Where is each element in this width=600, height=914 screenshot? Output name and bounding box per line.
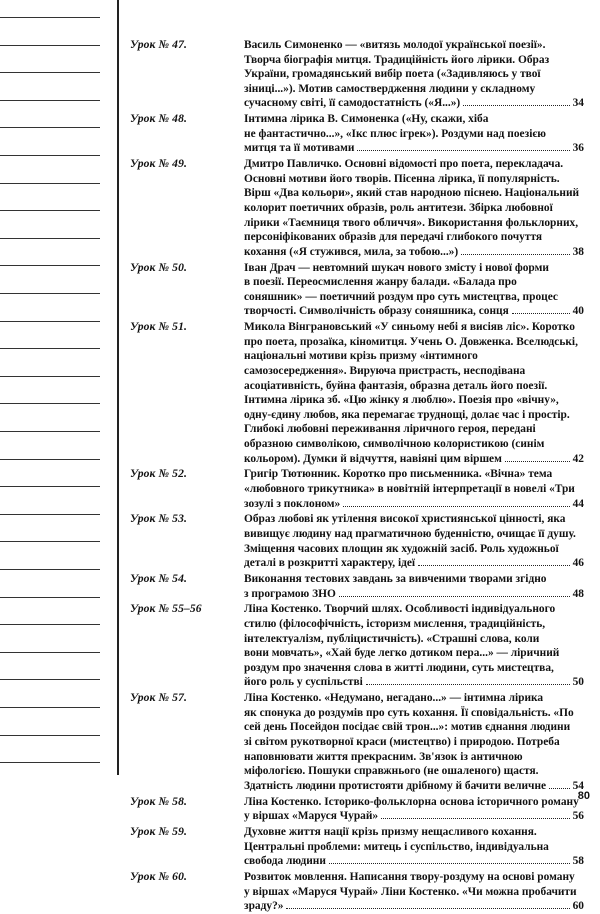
description-line: Григір Тютюнник. Коротко про письменника. «Вічна» тема [244, 468, 553, 481]
description-line: Розвиток мовлення. Написання твору-роздуму на основі роману [244, 871, 575, 883]
margin-rule [0, 17, 100, 18]
description-line: Іван Драч — невтомний шукач нового змісту і нової форми [244, 261, 549, 274]
lesson-number: Урок № 55–56 [130, 602, 202, 616]
description-line [244, 141, 584, 156]
margin-rule [0, 569, 100, 570]
description-line [244, 899, 584, 914]
description-line: наповнювати життя прекрасним. Зв'язок із античною [244, 750, 523, 763]
description-line: зіниці...»). Мотив самоствердження людини у складному [244, 82, 536, 95]
description-line [244, 809, 584, 824]
dot-leader [463, 105, 569, 106]
lesson-description [244, 512, 584, 570]
margin-rule [0, 459, 100, 460]
lesson-description [244, 157, 584, 259]
lesson-description [244, 467, 584, 511]
lesson-number: Урок № 53. [130, 512, 187, 526]
description-line-text: митця та її мотивами [244, 142, 355, 155]
margin-rule [0, 679, 100, 680]
page-reference: 54 [572, 779, 584, 792]
page-reference: 46 [572, 557, 584, 570]
description-line: зі світом рукотворної краси (мистецтво) і природою. Потреба [244, 735, 560, 748]
page-reference: 38 [572, 245, 584, 258]
description-line-text: кохання («Я стужився, мила, за тобою...») [244, 245, 459, 258]
margin-divider [117, 0, 119, 775]
lesson-number: Урок № 48. [130, 112, 187, 126]
description-line: лірики «Таємниця твого обличчя». Використання фольклорних, [244, 216, 579, 229]
description-line: не фантастично...», «Ікс плюс ігрек»). Роздуми над поезією [244, 127, 546, 140]
description-line-text: кольором). Думки й відчуття, навіяні цим віршем [244, 452, 502, 465]
lesson-number: Урок № 50. [130, 260, 187, 274]
margin-rule [0, 707, 100, 708]
margin-rule [0, 238, 100, 239]
description-line-text: його роль у суспільстві [244, 676, 363, 689]
description-line: персоніфікованих образів для передачі глибокого почуття [244, 231, 543, 244]
margin-rule [0, 155, 100, 156]
margin-rule [0, 486, 100, 487]
description-line: Основні мотиви його творів. Пісенна лірика, її популярність. [244, 172, 560, 185]
dot-leader [512, 313, 570, 314]
dot-leader [339, 596, 570, 597]
margin-rule [0, 735, 100, 736]
lesson-number: Урок № 60. [130, 870, 187, 883]
dot-leader [549, 788, 570, 789]
description-line-text: свобода людини [244, 855, 326, 868]
margin-rule [0, 45, 100, 46]
dot-leader [505, 461, 570, 462]
lesson-description [244, 38, 584, 111]
dot-leader [418, 565, 570, 566]
description-line: сей день Посейдон посідає свій трон...»: мотив єднання людини [244, 721, 571, 734]
description-line: Образ любові як утілення високої християнської цінності, яка [244, 513, 566, 526]
description-line-text: з програмою ЗНО [244, 587, 336, 600]
page-reference: 50 [572, 676, 584, 689]
description-line [244, 675, 584, 690]
margin-rule [0, 541, 100, 542]
description-line [244, 497, 584, 512]
description-line [244, 854, 584, 869]
lesson-number: Урок № 54. [130, 572, 187, 585]
lesson-number: Урок № 51. [130, 320, 187, 334]
description-line-text: творчості. Символічність образу соняшника, сонця [244, 305, 509, 318]
description-line [244, 245, 584, 260]
description-line-text: деталі в розкритті характеру, ідеї [244, 557, 416, 570]
lesson-description [244, 112, 584, 156]
description-line: Вірш «Два кольори», який став народною піснею. Національний [244, 187, 580, 200]
description-line: у віршах «Маруся Чурай» Ліни Костенко. «Чи можна пробачити [244, 885, 577, 898]
description-line [244, 779, 584, 794]
lesson-description [244, 572, 584, 601]
description-line-text: сучасному світі, її самодостатність («Я...») [244, 97, 461, 110]
page-reference: 56 [572, 810, 584, 823]
description-line [244, 96, 584, 111]
page-reference: 48 [572, 587, 584, 600]
margin-rule [0, 183, 100, 184]
description-line: Духовне життя нації крізь призму нещасливого кохання. [244, 826, 537, 838]
description-line: України, громадянський вибір поета («Задивляюсь у твої [244, 68, 541, 81]
description-line: Інтимна лірика В. Симоненка («Ну, скажи, хіба [244, 113, 489, 126]
description-line: одну-єдину любов, яка перемагає труднощі, долає час і простір. [244, 408, 570, 421]
lesson-number: Урок № 49. [130, 157, 187, 171]
margin-rule [0, 514, 100, 515]
margin-rule [0, 597, 100, 598]
lesson-description [244, 870, 584, 914]
dot-leader [461, 254, 569, 255]
description-line [244, 556, 584, 571]
description-line: асоціативність, буйна фантазія, образна деталь його поезії. [244, 379, 548, 392]
description-line: Виконання тестових завдань за вивченими творами згідно [244, 573, 547, 585]
margin-rule [0, 265, 100, 266]
description-line: Зміщення часових площин як художній засіб. Роль художньої [244, 542, 559, 555]
description-line: Микола Вінграновський «У синьому небі я висіяв ліс». Коротко [244, 321, 575, 334]
lesson-number: Урок № 58. [130, 794, 187, 808]
page-reference: 44 [572, 497, 584, 510]
page-reference: 36 [572, 142, 584, 155]
description-line: роздум про значення слова в житті людини, суть мистецтва, [244, 661, 554, 674]
margin-rule [0, 210, 100, 211]
margin-rule [0, 652, 100, 653]
description-line: як спонука до роздумів про суть кохання. Її сповідальність. «По [244, 706, 574, 719]
dot-leader [286, 908, 569, 909]
description-line: самозосередження». Вируюча пристрасть, несподівана [244, 364, 526, 377]
description-line: Центральні проблеми: митець і суспільство, індивідуальна [244, 840, 549, 853]
description-line: Інтимна лірика зб. «Цю жінку я люблю». Поезія про «вічну», [244, 394, 559, 407]
description-line: стилю (філософічність, історизм мислення, традиційність, [244, 617, 546, 630]
page-number: 80 [577, 790, 590, 802]
lesson-number: Урок № 52. [130, 467, 187, 481]
margin-rule [0, 376, 100, 377]
margin-rule [0, 431, 100, 432]
description-line: Дмитро Павличко. Основні відомості про поета, перекладача. [244, 158, 564, 171]
lesson-number: Урок № 47. [130, 38, 187, 51]
description-line: Василь Симоненко — «витязь молодої української поезії». [244, 39, 546, 51]
description-line: міфологією. Пошуки справжнього (не ошаленого) щастя. [244, 765, 539, 778]
dot-leader [357, 150, 569, 151]
description-line: Ліна Костенко. «Недумано, негадано...» — інтимна лірика [244, 692, 544, 705]
page-reference: 42 [572, 452, 584, 465]
description-line: в поезії. Переосмислення жанру балади. «Балада про [244, 276, 517, 289]
description-line-text: у віршах «Маруся Чурай» [244, 810, 379, 823]
description-line: Ліна Костенко. Творчий шлях. Особливості індивідуального [244, 603, 556, 616]
lesson-description [244, 691, 584, 793]
margin-rule [0, 293, 100, 294]
description-line: образною символікою, символічною колористикою (синім [244, 437, 545, 450]
lesson-number: Урок № 59. [130, 825, 187, 838]
lesson-description [244, 795, 584, 824]
margin-rule [0, 762, 100, 763]
description-line [244, 587, 584, 602]
lesson-description [244, 261, 584, 319]
description-line: «любовного трикутника» в новітній інтерпретації в новелі «Три [244, 482, 575, 495]
margin-rule [0, 348, 100, 349]
page-reference: 40 [572, 305, 584, 318]
description-line: національні мотиви крізь призму «інтимного [244, 350, 478, 363]
page-reference: 34 [572, 97, 584, 110]
description-line [244, 304, 584, 319]
dot-leader [329, 863, 570, 864]
description-line: про поета, прозаїка, кіномитця. Учень О. Довженка. Вселюдські, [244, 335, 578, 348]
lesson-description [244, 320, 584, 466]
dot-leader [343, 506, 569, 507]
description-line: інтелектуалізм, публіцистичність). «Страшні слова, коли [244, 632, 540, 645]
description-line-text: зраду?» [244, 900, 284, 913]
description-line: Творча біографія митця. Традиційність його лірики. Образ [244, 53, 550, 66]
description-line: колорит поетичних образів, роль антитези. Збірка любовної [244, 201, 553, 214]
margin-rule [0, 624, 100, 625]
page-reference: 58 [572, 855, 584, 868]
margin-rule [0, 321, 100, 322]
lesson-number: Урок № 57. [130, 691, 187, 705]
dot-leader [366, 684, 570, 685]
margin-rule [0, 100, 100, 101]
description-line: Глибокі любовні переживання ліричного героя, передані [244, 423, 536, 436]
dot-leader [381, 818, 569, 819]
page-reference: 60 [572, 900, 584, 913]
lesson-description [244, 602, 584, 690]
description-line: вивищує людину над прагматичною буденністю, очищає її душу. [244, 527, 576, 540]
margin-rule [0, 127, 100, 128]
description-line [244, 452, 584, 467]
description-line: Ліна Костенко. Історико-фольклорна основа історичного роману [244, 795, 579, 808]
description-line: вони мовчать», «Хай буде легко дотиком пера...» — ліричний [244, 647, 560, 660]
ruled-note-margin [0, 0, 110, 810]
margin-rule [0, 72, 100, 73]
description-line-text: зозулі з поклоном» [244, 497, 341, 510]
description-line-text: Здатність людини протистояти дрібному й бачити величне [244, 779, 547, 792]
margin-rule [0, 403, 100, 404]
description-line: соняшник» — поетичний роздум про суть мистецтва, процес [244, 290, 558, 303]
lesson-description [244, 825, 584, 869]
